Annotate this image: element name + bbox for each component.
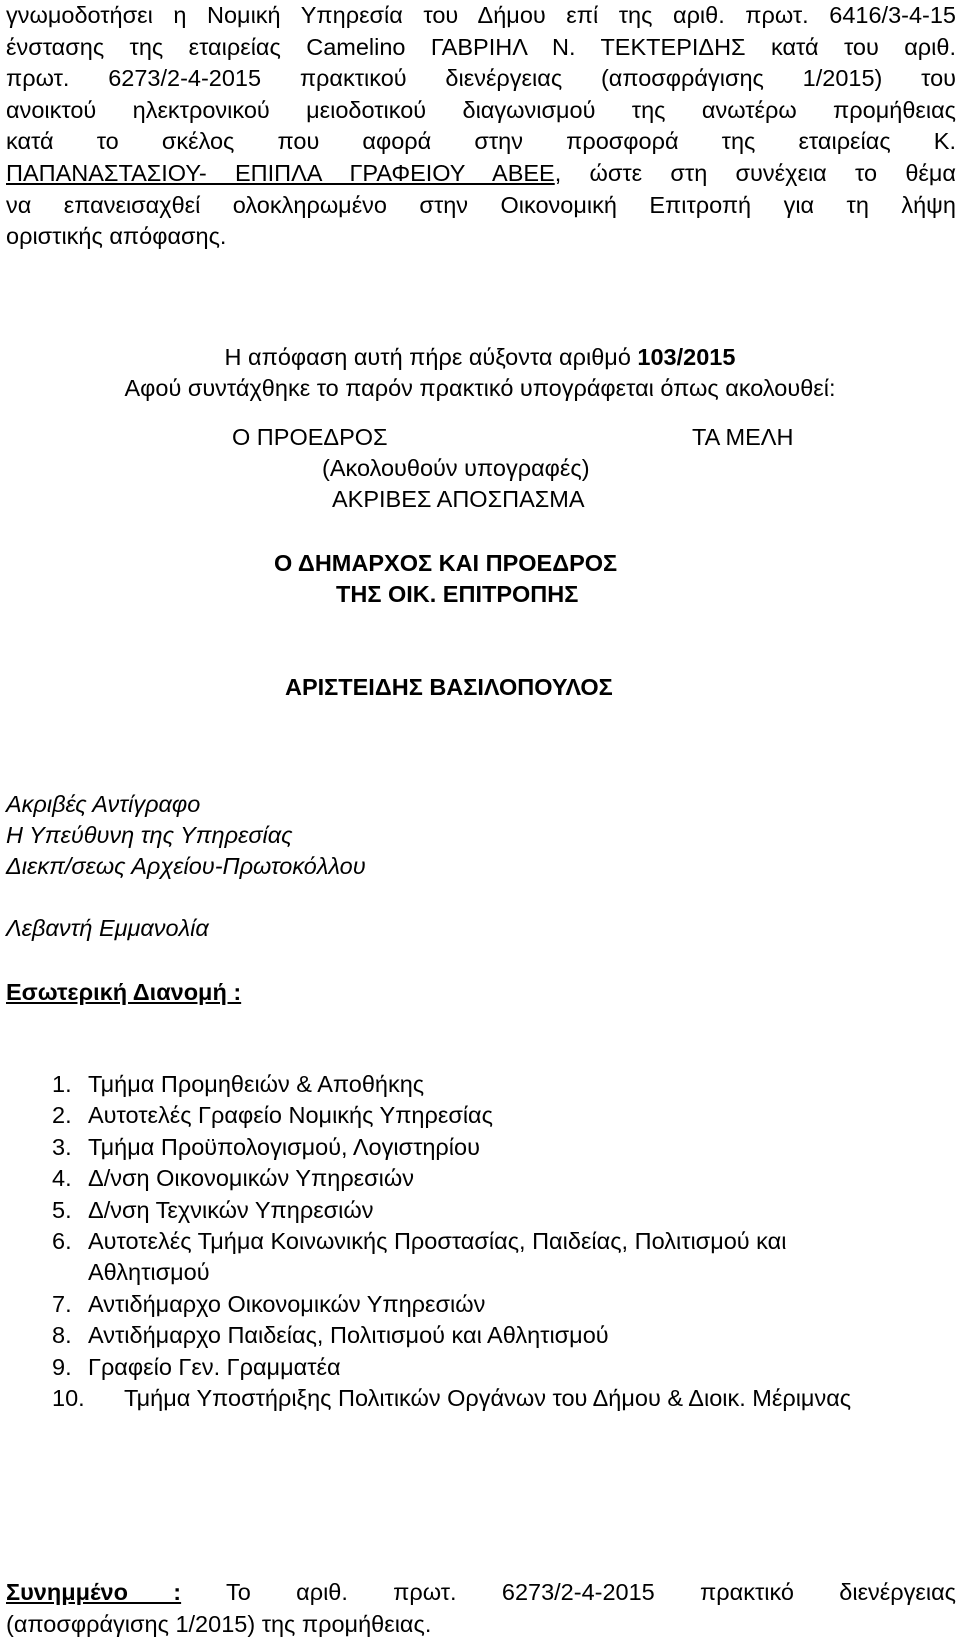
mayor-title-2: ΤΗΣ ΟΙΚ. ΕΠΙΤΡΟΠΗΣ	[336, 581, 579, 607]
list-text: Γραφείο Γεν. Γραμματέα	[88, 1353, 341, 1380]
list-item	[52, 1289, 912, 1320]
list-number: 10.	[52, 1385, 85, 1412]
list-item	[52, 1383, 912, 1414]
intro-line: να επανεισαχθεί ολοκληρωμένο στην Οικονομική Επιτροπή για τη λήψη	[6, 191, 956, 218]
list-text: Τμήμα Προϋπολογισμού, Λογιστηρίου	[88, 1133, 480, 1160]
list-number: 8.	[52, 1322, 72, 1349]
list-text: Αυτοτελές Τμήμα Κοινωνικής Προστασίας, Παιδείας, Πολιτισμού και Αθλητισμού	[88, 1228, 787, 1286]
intro-line: γνωμοδοτήσει η Νομική Υπηρεσία του Δήμου επί της αριθ. πρωτ. 6416/3-4-15	[6, 2, 956, 28]
list-number: 1.	[52, 1071, 72, 1097]
list-text: Δ/νση Τεχνικών Υπηρεσιών	[88, 1196, 374, 1223]
list-item	[52, 1132, 912, 1163]
list-number: 2.	[52, 1102, 72, 1129]
signatures-follow: (Ακολουθούν υπογραφές)	[322, 455, 590, 481]
list-item	[52, 1226, 912, 1289]
list-text: Αντιδήμαρχο Οικονομικών Υπηρεσιών	[88, 1290, 486, 1317]
list-number: 6.	[52, 1228, 72, 1255]
distribution-title: Εσωτερική Διανομή :	[6, 979, 242, 1005]
company-name: ΠΑΠΑΝΑΣΤΑΣΙΟΥ- ΕΠΙΠΛΑ ΓΡΑΦΕΙΟΥ ΑΒΕΕ	[6, 159, 555, 186]
exact-extract: ΑΚΡΙΒΕΣ ΑΠΟΣΠΑΣΜΑ	[332, 486, 585, 512]
attachment-line-2: (αποσφράγισης 1/2015) της προμήθειας.	[6, 1610, 432, 1637]
intro-line: ΠΑΠΑΝΑΣΤΑΣΙΟΥ- ΕΠΙΠΛΑ ΓΡΑΦΕΙΟΥ ΑΒΕΕ, ώστε στη συνέχεια το θέμα	[6, 159, 956, 186]
list-number: 7.	[52, 1290, 72, 1317]
distribution-list	[52, 1069, 912, 1414]
members-label: ΤΑ ΜΕΛΗ	[692, 424, 794, 450]
decision-number: 103/2015	[637, 344, 736, 370]
attachment-line-1	[6, 1577, 956, 1609]
intro-line: οριστικής απόφασης.	[6, 223, 227, 250]
attachment-label: Συνημμένο :	[6, 1579, 182, 1605]
list-item	[52, 1163, 912, 1194]
president-label: Ο ΠΡΟΕΔΡΟΣ	[232, 424, 388, 450]
department-label: Διεκπ/σεως Αρχείου-Πρωτοκόλλου	[6, 853, 366, 879]
certified-copy-block	[6, 789, 366, 944]
list-item	[52, 1352, 912, 1383]
list-text: Αυτοτελές Γραφείο Νομικής Υπηρεσίας	[88, 1102, 493, 1129]
intro-line: ανοικτού ηλεκτρονικού μειοδοτικού διαγωνισμού της ανωτέρω προμήθειας	[6, 96, 956, 123]
decision-block	[0, 342, 960, 404]
attachment-block	[6, 1577, 956, 1640]
responsible-name: Λεβαντή Εμμανολία	[6, 915, 209, 941]
mayor-name: ΑΡΙΣΤΕΙΔΗΣ ΒΑΣΙΛΟΠΟΥΛΟΣ	[285, 674, 613, 700]
list-item	[52, 1069, 912, 1100]
list-item	[52, 1195, 912, 1226]
list-number: 4.	[52, 1165, 72, 1192]
decision-prefix: Η απόφαση αυτή πήρε αύξοντα αριθμό	[224, 344, 631, 370]
list-text: Τμήμα Υποστήριξης Πολιτικών Οργάνων του Δήμου & Διοικ. Μέριμνας	[124, 1385, 852, 1412]
list-number: 5.	[52, 1196, 72, 1223]
list-number: 3.	[52, 1133, 72, 1160]
responsible-label: Η Υπεύθυνη της Υπηρεσίας	[6, 822, 293, 848]
list-item	[52, 1100, 912, 1131]
intro-paragraph	[6, 0, 956, 253]
list-text: Τμήμα Προμηθειών & Αποθήκης	[88, 1071, 425, 1097]
decision-number-line	[0, 342, 960, 373]
intro-line: ένστασης της εταιρείας Camelino ΓΑΒΡΙΗΛ Ν. ΤΕΚΤΕΡΙΔΗΣ κατά του αριθ.	[6, 33, 956, 60]
list-text: Δ/νση Οικονομικών Υπηρεσιών	[88, 1165, 414, 1192]
signed-line: Αφού συντάχθηκε το παρόν πρακτικό υπογράφεται όπως ακολουθεί:	[124, 375, 836, 401]
intro-line: πρωτ. 6273/2-4-2015 πρακτικού διενέργειας (αποσφράγισης 1/2015) του	[6, 65, 956, 92]
list-text: Αντιδήμαρχο Παιδείας, Πολιτισμού και Αθλητισμού	[88, 1322, 609, 1349]
intro-line: κατά το σκέλος που αφορά στην προσφορά της εταιρείας Κ.	[6, 128, 956, 155]
mayor-title-1: Ο ΔΗΜΑΡΧΟΣ ΚΑΙ ΠΡΟΕΔΡΟΣ	[274, 550, 618, 576]
certified-copy-title: Ακριβές Αντίγραφο	[6, 791, 201, 817]
list-item	[52, 1320, 912, 1351]
attachment-text-1: Το αριθ. πρωτ. 6273/2-4-2015 πρακτικό διενέργειας	[225, 1579, 957, 1605]
list-number: 9.	[52, 1353, 72, 1380]
